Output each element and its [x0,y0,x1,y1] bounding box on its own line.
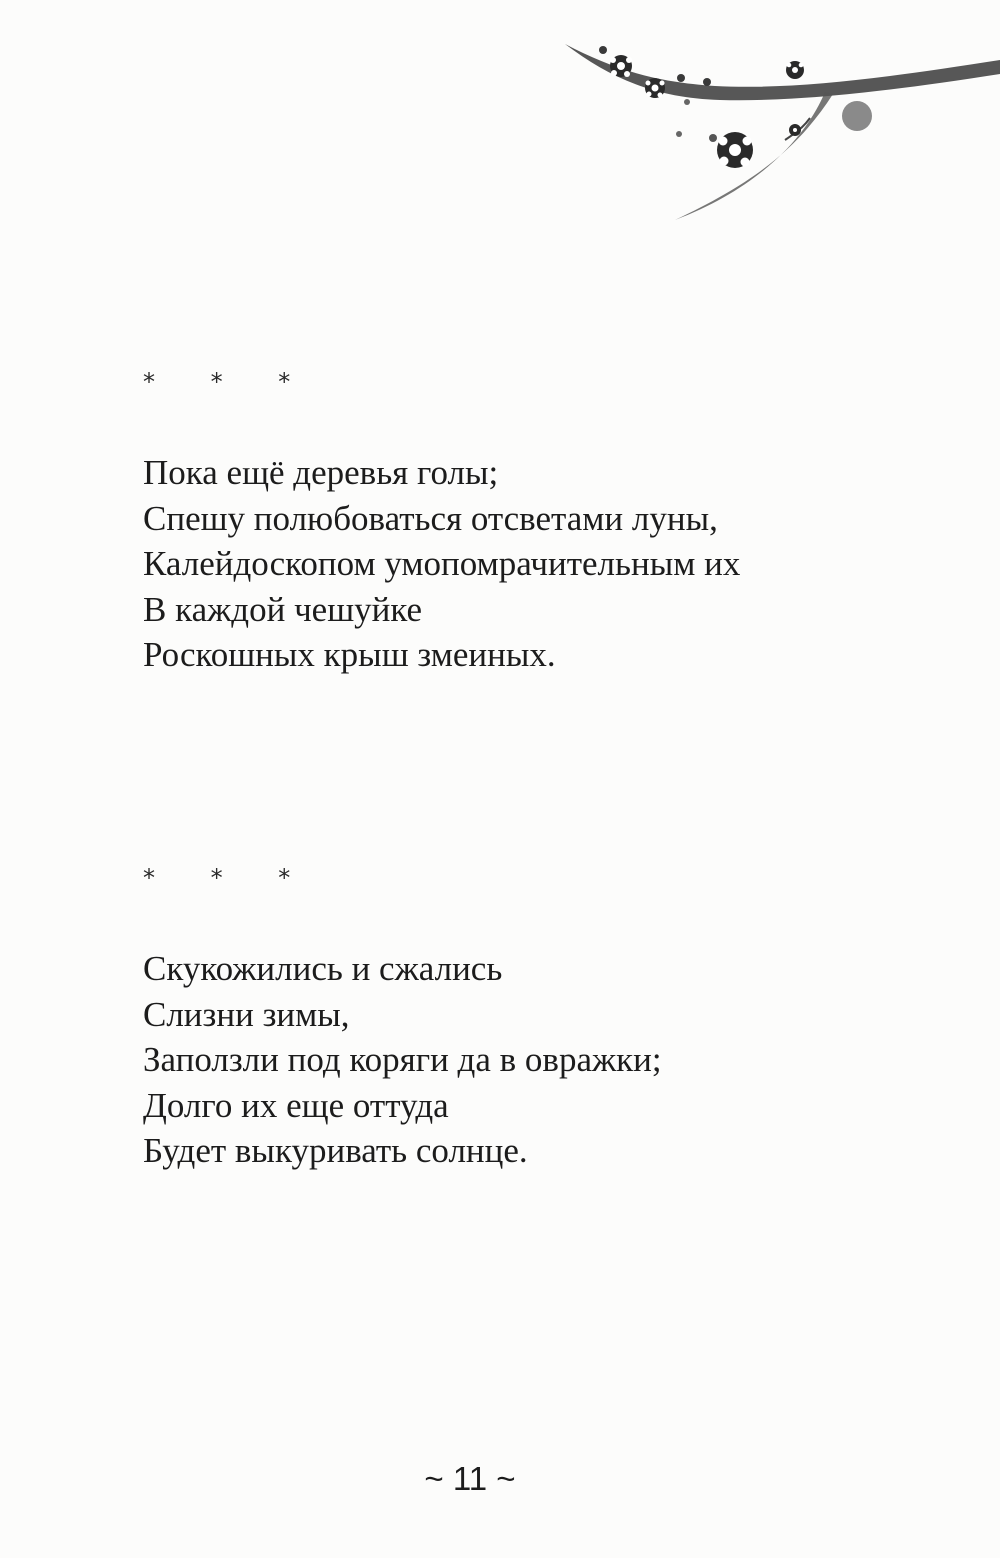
poem-line: Пока ещё деревья голы; [143,453,499,492]
poem-line: Долго их еще оттуда [143,1085,449,1125]
poem-line: В каждой чешуйке [143,589,423,629]
poem-line: Будет выкуривать солнце. [143,1131,528,1171]
poem-1 [143,362,943,678]
poem-line: Спешу полюбоваться отсветами луны, [143,498,718,538]
poem-separator: * * * [143,368,315,396]
poem-2 [143,858,943,1174]
poem-line: Слизни зимы, [143,994,350,1034]
page-number: ~ 11 ~ [424,1460,516,1497]
poem-stanza [143,450,943,678]
blossom-branch-icon [555,30,1000,230]
poem-line: Роскошных крыш змеиных. [143,635,556,675]
poem-line: Скукожились и сжались [143,949,503,988]
poem-stanza [143,946,943,1174]
poem-separator: * * * [143,864,315,892]
poem-line: Заползли под коряги да в овражки; [143,1040,662,1080]
poem-line: Калейдоскопом умопомрачительным их [143,544,741,584]
